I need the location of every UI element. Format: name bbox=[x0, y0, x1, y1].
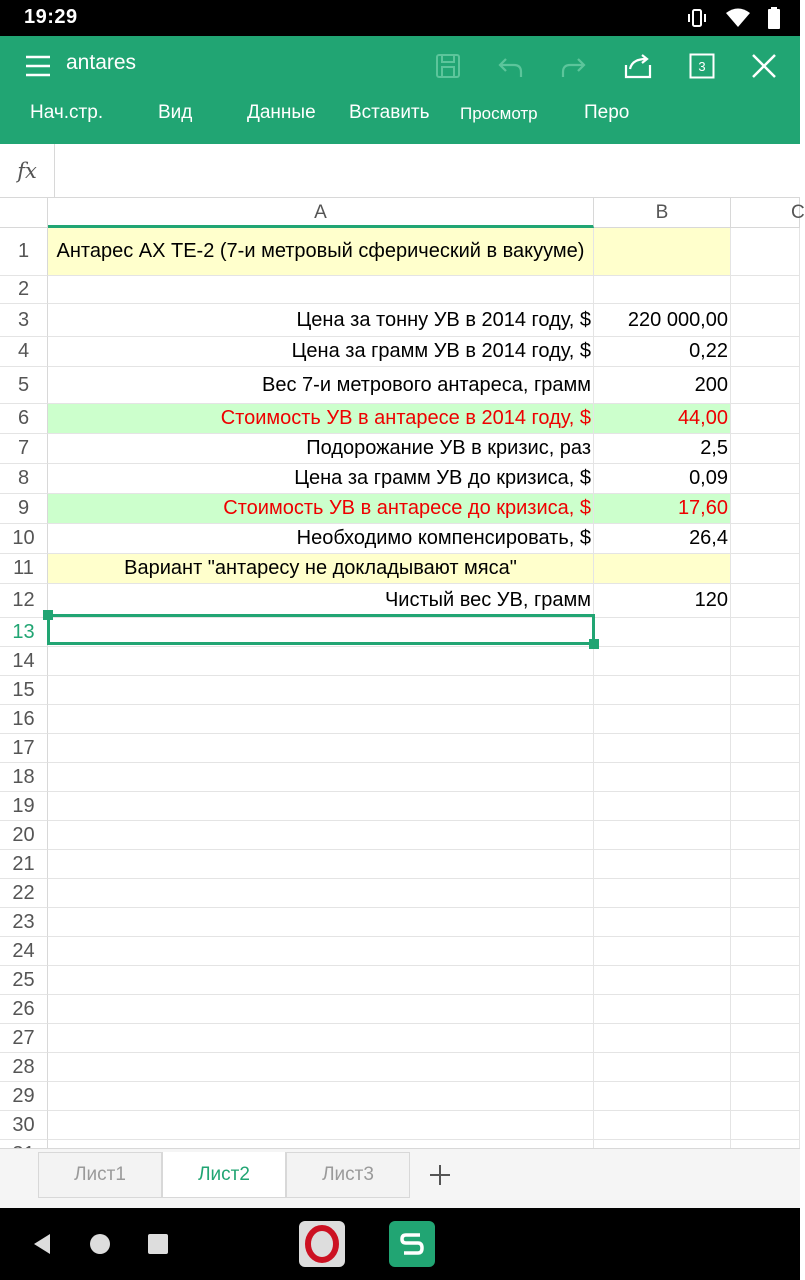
row-header[interactable]: 10 bbox=[0, 524, 48, 554]
wifi-icon bbox=[726, 8, 750, 28]
cell-c14[interactable] bbox=[731, 647, 800, 676]
table-row bbox=[0, 734, 800, 763]
row-header[interactable]: 27 bbox=[0, 1024, 48, 1053]
sheet-count-icon[interactable] bbox=[684, 48, 720, 84]
cell-a28[interactable] bbox=[48, 1053, 594, 1082]
status-icons bbox=[686, 6, 780, 30]
cell-a2[interactable] bbox=[48, 276, 594, 304]
cell-a16[interactable] bbox=[48, 705, 594, 734]
table-row bbox=[0, 908, 800, 937]
cell-a29[interactable] bbox=[48, 1082, 594, 1111]
cell-b22[interactable] bbox=[594, 879, 731, 908]
row-header[interactable]: 7 bbox=[0, 434, 48, 464]
column-header-c[interactable]: C bbox=[731, 198, 800, 228]
tab-view[interactable]: Вид bbox=[158, 102, 193, 123]
table-row bbox=[0, 821, 800, 850]
row-header[interactable]: 4 bbox=[0, 337, 48, 367]
cell-c28[interactable] bbox=[731, 1053, 800, 1082]
table-row bbox=[0, 464, 800, 494]
row-header[interactable]: 17 bbox=[0, 734, 48, 763]
row-header[interactable]: 3 bbox=[0, 304, 48, 337]
table-row bbox=[0, 792, 800, 821]
row-header[interactable]: 21 bbox=[0, 850, 48, 879]
cell-b15[interactable] bbox=[594, 676, 731, 705]
cell-b3[interactable]: 220 000,00 bbox=[594, 304, 731, 337]
cell-b4[interactable]: 0,22 bbox=[594, 337, 731, 367]
table-row bbox=[0, 404, 800, 434]
row-header[interactable]: 12 bbox=[0, 584, 48, 618]
cell-c17[interactable] bbox=[731, 734, 800, 763]
column-header-a[interactable]: A bbox=[48, 198, 594, 228]
table-row bbox=[0, 705, 800, 734]
table-row bbox=[0, 850, 800, 879]
cell-c20[interactable] bbox=[731, 821, 800, 850]
row-header[interactable]: 19 bbox=[0, 792, 48, 821]
cell-a26[interactable] bbox=[48, 995, 594, 1024]
cell-a10[interactable]: Необходимо компенсировать, $ bbox=[48, 524, 594, 554]
row-header[interactable]: 5 bbox=[0, 367, 48, 404]
cell-a14[interactable] bbox=[48, 647, 594, 676]
table-row bbox=[0, 494, 800, 524]
back-icon[interactable] bbox=[26, 1228, 58, 1260]
cell-b12[interactable]: 120 bbox=[594, 584, 731, 618]
table-row bbox=[0, 995, 800, 1024]
table-row bbox=[0, 618, 800, 647]
table-row bbox=[0, 524, 800, 554]
cell-c24[interactable] bbox=[731, 937, 800, 966]
cell-c21[interactable] bbox=[731, 850, 800, 879]
row-header[interactable]: 30 bbox=[0, 1111, 48, 1140]
row-header[interactable]: 16 bbox=[0, 705, 48, 734]
cell-a21[interactable] bbox=[48, 850, 594, 879]
add-sheet-icon[interactable] bbox=[420, 1155, 460, 1195]
table-row bbox=[0, 434, 800, 464]
table-row bbox=[0, 763, 800, 792]
row-header[interactable]: 11 bbox=[0, 554, 48, 584]
cell-a17[interactable] bbox=[48, 734, 594, 763]
cell-c19[interactable] bbox=[731, 792, 800, 821]
sheet-tab-2[interactable]: Лист2 bbox=[162, 1152, 286, 1198]
undo-icon[interactable] bbox=[492, 48, 528, 84]
cell-a27[interactable] bbox=[48, 1024, 594, 1053]
cell-a24[interactable] bbox=[48, 937, 594, 966]
cell-c22[interactable] bbox=[731, 879, 800, 908]
tab-data[interactable]: Данные bbox=[247, 102, 316, 123]
row-header[interactable]: 29 bbox=[0, 1082, 48, 1111]
row-header[interactable]: 13 bbox=[0, 618, 48, 647]
row-header[interactable]: 9 bbox=[0, 494, 48, 524]
cell-b18[interactable] bbox=[594, 763, 731, 792]
cell-a23[interactable] bbox=[48, 908, 594, 937]
cell-b28[interactable] bbox=[594, 1053, 731, 1082]
status-bar bbox=[0, 0, 800, 36]
cell-c7[interactable] bbox=[731, 434, 800, 464]
tab-home[interactable]: Нач.стр. bbox=[30, 102, 104, 123]
sheet-tab-1[interactable]: Лист1 bbox=[38, 1152, 162, 1198]
table-row bbox=[0, 228, 800, 276]
table-row bbox=[0, 676, 800, 705]
cell-c5[interactable] bbox=[731, 367, 800, 404]
row-header[interactable]: 14 bbox=[0, 647, 48, 676]
cell-a25[interactable] bbox=[48, 966, 594, 995]
battery-icon bbox=[768, 7, 780, 29]
cell-c4[interactable] bbox=[731, 337, 800, 367]
table-row bbox=[0, 1111, 800, 1140]
cell-a19[interactable] bbox=[48, 792, 594, 821]
cell-c29[interactable] bbox=[731, 1082, 800, 1111]
cell-a8[interactable]: Цена за грамм УВ до кризиса, $ bbox=[48, 464, 594, 494]
cell-a7[interactable]: Подорожание УВ в кризис, раз bbox=[48, 434, 594, 464]
table-row bbox=[0, 937, 800, 966]
cell-c10[interactable] bbox=[731, 524, 800, 554]
cell-c2[interactable] bbox=[731, 276, 800, 304]
cell-c12[interactable] bbox=[731, 584, 800, 618]
sheet-tab-3[interactable]: Лист3 bbox=[286, 1152, 410, 1198]
row-header[interactable]: 6 bbox=[0, 404, 48, 434]
table-row bbox=[0, 879, 800, 908]
cell-a3[interactable]: Цена за тонну УВ в 2014 году, $ bbox=[48, 304, 594, 337]
column-headers bbox=[0, 198, 805, 228]
recents-icon[interactable] bbox=[142, 1228, 174, 1260]
cell-a5[interactable]: Вес 7-и метрового антареса, грамм bbox=[48, 367, 594, 404]
cell-b23[interactable] bbox=[594, 908, 731, 937]
cell-c11[interactable] bbox=[731, 554, 800, 584]
cell-a20[interactable] bbox=[48, 821, 594, 850]
table-row bbox=[0, 367, 800, 404]
cell-b30[interactable] bbox=[594, 1111, 731, 1140]
document-title: antares bbox=[66, 51, 137, 74]
table-row bbox=[0, 276, 800, 304]
spreadsheet-grid[interactable] bbox=[0, 198, 805, 1148]
table-row bbox=[0, 584, 800, 618]
column-header-b[interactable]: B bbox=[594, 198, 731, 228]
row-header[interactable]: 8 bbox=[0, 464, 48, 494]
cell-b20[interactable] bbox=[594, 821, 731, 850]
cell-c15[interactable] bbox=[731, 676, 800, 705]
cell-c27[interactable] bbox=[731, 1024, 800, 1053]
cell-b24[interactable] bbox=[594, 937, 731, 966]
tab-pen[interactable]: Перо bbox=[584, 102, 630, 123]
cell-b5[interactable]: 200 bbox=[594, 367, 731, 404]
row-header[interactable]: 18 bbox=[0, 763, 48, 792]
share-icon[interactable] bbox=[620, 48, 656, 84]
save-icon[interactable] bbox=[430, 48, 466, 84]
opera-browser-icon[interactable] bbox=[299, 1221, 345, 1267]
cell-c26[interactable] bbox=[731, 995, 800, 1024]
cell-a12[interactable]: Чистый вес УВ, грамм bbox=[48, 584, 594, 618]
navigation-bar bbox=[0, 1208, 800, 1280]
cell-c8[interactable] bbox=[731, 464, 800, 494]
row-header[interactable]: 15 bbox=[0, 676, 48, 705]
cell-a13[interactable] bbox=[48, 618, 594, 647]
table-row bbox=[0, 337, 800, 367]
fx-label: fx bbox=[0, 144, 55, 198]
table-row bbox=[0, 1024, 800, 1053]
table-row bbox=[0, 304, 800, 337]
vibrate-icon bbox=[686, 7, 708, 29]
cell-c6[interactable] bbox=[731, 404, 800, 434]
cell-b21[interactable] bbox=[594, 850, 731, 879]
row-header[interactable]: 25 bbox=[0, 966, 48, 995]
cell-a4[interactable]: Цена за грамм УВ в 2014 году, $ bbox=[48, 337, 594, 367]
row-header[interactable]: 1 bbox=[0, 228, 48, 276]
cell-a30[interactable] bbox=[48, 1111, 594, 1140]
cell-b13[interactable] bbox=[594, 618, 731, 647]
row-header[interactable]: 24 bbox=[0, 937, 48, 966]
tab-review[interactable]: Просмотр bbox=[460, 104, 538, 123]
cell-b9[interactable]: 17,60 bbox=[594, 494, 731, 524]
cell-b10[interactable]: 26,4 bbox=[594, 524, 731, 554]
row-header[interactable]: 22 bbox=[0, 879, 48, 908]
row-header[interactable]: 26 bbox=[0, 995, 48, 1024]
cell-a9[interactable]: Стоимость УВ в антаресе до кризиса, $ bbox=[48, 494, 594, 524]
row-header[interactable]: 20 bbox=[0, 821, 48, 850]
cell-b8[interactable]: 0,09 bbox=[594, 464, 731, 494]
app-header bbox=[0, 36, 800, 144]
cell-b7[interactable]: 2,5 bbox=[594, 434, 731, 464]
cell-b17[interactable] bbox=[594, 734, 731, 763]
select-all-corner[interactable] bbox=[0, 198, 48, 228]
cell-b27[interactable] bbox=[594, 1024, 731, 1053]
cell-b19[interactable] bbox=[594, 792, 731, 821]
row-header[interactable]: 2 bbox=[0, 276, 48, 304]
close-icon[interactable] bbox=[746, 48, 782, 84]
ribbon-tabs bbox=[0, 98, 800, 138]
formula-input[interactable] bbox=[56, 144, 800, 198]
cell-b2[interactable] bbox=[594, 276, 731, 304]
row-header[interactable]: 28 bbox=[0, 1053, 48, 1082]
cell-c18[interactable] bbox=[731, 763, 800, 792]
cell-a15[interactable] bbox=[48, 676, 594, 705]
table-row bbox=[0, 554, 800, 584]
cell-c9[interactable] bbox=[731, 494, 800, 524]
cell-a6[interactable]: Стоимость УВ в антаресе в 2014 году, $ bbox=[48, 404, 594, 434]
table-row bbox=[0, 1082, 800, 1111]
home-icon[interactable] bbox=[84, 1228, 116, 1260]
cell-b11[interactable] bbox=[594, 554, 731, 584]
cell-a18[interactable] bbox=[48, 763, 594, 792]
status-time: 19:29 bbox=[24, 6, 78, 28]
cell-a1[interactable]: Антарес АХ ТЕ-2 (7-и метровый сферический в вакууме) bbox=[48, 228, 594, 276]
table-row bbox=[0, 647, 800, 676]
cell-c25[interactable] bbox=[731, 966, 800, 995]
cell-c1[interactable] bbox=[731, 228, 800, 276]
spreadsheet-app-icon[interactable] bbox=[389, 1221, 435, 1267]
cell-c23[interactable] bbox=[731, 908, 800, 937]
cell-c3[interactable] bbox=[731, 304, 800, 337]
table-row bbox=[0, 1053, 800, 1082]
sheet-tab-bar bbox=[0, 1148, 800, 1208]
cell-b29[interactable] bbox=[594, 1082, 731, 1111]
table-row bbox=[0, 966, 800, 995]
cell-b6[interactable]: 44,00 bbox=[594, 404, 731, 434]
sheet-count-badge: 3 bbox=[698, 59, 706, 74]
cell-b16[interactable] bbox=[594, 705, 731, 734]
cell-a22[interactable] bbox=[48, 879, 594, 908]
formula-bar bbox=[0, 144, 800, 198]
cell-b25[interactable] bbox=[594, 966, 731, 995]
cell-b14[interactable] bbox=[594, 647, 731, 676]
cell-c30[interactable] bbox=[731, 1111, 800, 1140]
cell-c13[interactable] bbox=[731, 618, 800, 647]
cell-a11[interactable]: Вариант "антаресу не докладывают мяса" bbox=[48, 554, 594, 584]
tab-insert[interactable]: Вставить bbox=[349, 102, 430, 123]
cell-c16[interactable] bbox=[731, 705, 800, 734]
cell-b1[interactable] bbox=[594, 228, 731, 276]
cell-b26[interactable] bbox=[594, 995, 731, 1024]
redo-icon[interactable] bbox=[556, 48, 592, 84]
menu-icon[interactable] bbox=[24, 52, 52, 80]
row-header[interactable]: 23 bbox=[0, 908, 48, 937]
